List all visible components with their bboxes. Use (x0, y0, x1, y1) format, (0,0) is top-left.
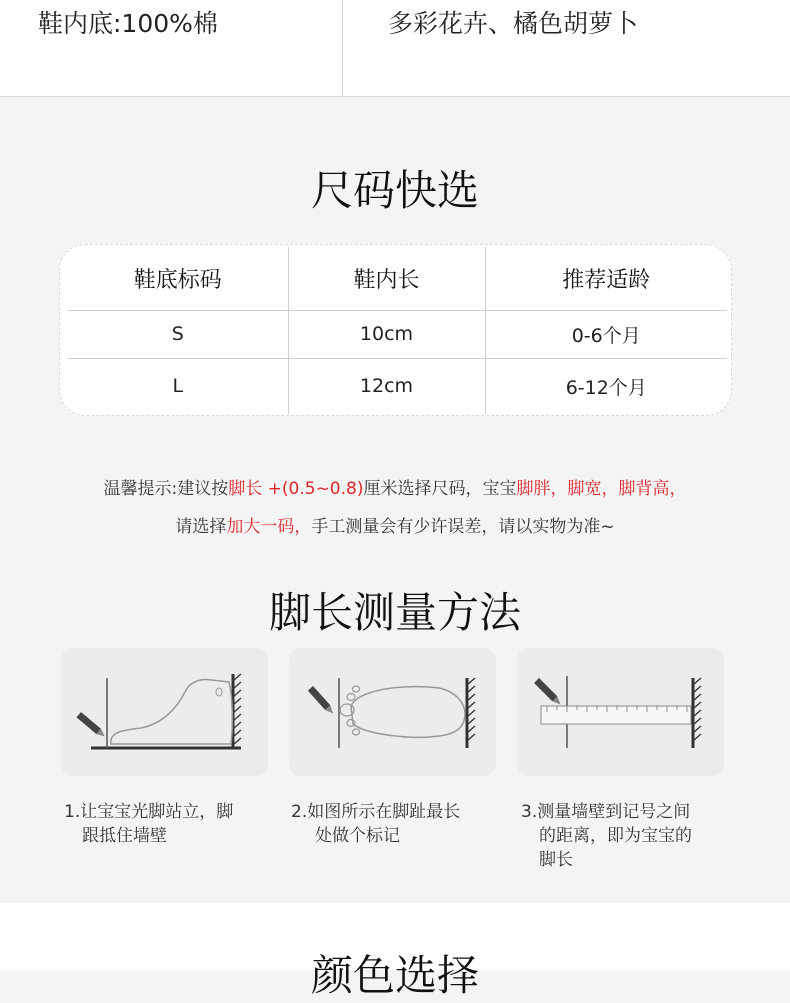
size-table-card (59, 244, 732, 416)
foot-top-view-icon (289, 648, 496, 776)
foot-side-view-icon (61, 648, 268, 776)
measure-section-title: 脚长测量方法 (268, 588, 521, 637)
size-table (68, 247, 727, 414)
color-section-title: 颜色选择 (310, 951, 479, 1000)
color-section (0, 903, 790, 1000)
insole-material-text: 鞋内底:100%棉 (38, 9, 218, 38)
length-cell: 12cm (288, 358, 485, 414)
size-section-title: 尺码快选 (310, 166, 479, 215)
step-3-line-3: 脚长 (539, 850, 573, 870)
color-options-text: 多彩花卉、橘色胡萝卜 (388, 9, 639, 38)
size-cell: L (172, 375, 184, 398)
step-1-line-2: 跟抵住墙壁 (82, 826, 167, 846)
step-3-illustration (517, 648, 724, 776)
step-2-illustration (289, 648, 496, 776)
step-1-line-1: 1.让宝宝光脚站立，脚 (64, 802, 234, 822)
tip-middle: 厘米选择尺码，宝宝 (363, 479, 517, 499)
step-2-line-1: 2.如图所示在脚趾最长 (291, 802, 461, 822)
step-3-text (521, 800, 731, 872)
tip-highlight-size-up: 加大一码， (226, 517, 312, 537)
step-2-line-2: 处做个标记 (315, 826, 400, 846)
column-divider (342, 0, 343, 97)
sizing-tip-line-1 (0, 474, 790, 499)
tip-prefix-2: 请选择 (175, 517, 227, 537)
step-2-text (291, 800, 501, 848)
age-cell: 6-12个月 (485, 358, 727, 414)
size-cell: S (68, 310, 288, 358)
header-recommended-age: 推荐适龄 (485, 247, 727, 310)
sizing-tip-line-2 (0, 512, 790, 537)
material-info-strip (0, 0, 790, 97)
table-row (68, 310, 727, 358)
age-cell: 0-6个月 (485, 310, 727, 358)
tip-suffix: 手工测量会有少许误差，请以实物为准~ (311, 517, 615, 537)
header-sole-size: 鞋底标码 (68, 247, 288, 310)
tip-prefix: 温馨提示:建议按 (103, 479, 229, 499)
header-inner-length: 鞋内长 (288, 247, 485, 310)
ruler-measure-icon (517, 648, 724, 776)
step-3-line-1: 3.测量墙壁到记号之间 (521, 802, 691, 822)
tip-highlight-wide-feet: 脚胖，脚宽，脚背高， (516, 479, 687, 499)
step-3-line-2: 的距离，即为宝宝的 (539, 826, 692, 846)
table-row (68, 358, 727, 414)
step-1-illustration (61, 648, 268, 776)
size-table-header-row (68, 247, 727, 310)
step-1-text (64, 800, 274, 848)
length-cell: 10cm (288, 310, 485, 358)
tip-highlight-foot-length: 脚长 +(0.5~0.8) (228, 479, 364, 499)
